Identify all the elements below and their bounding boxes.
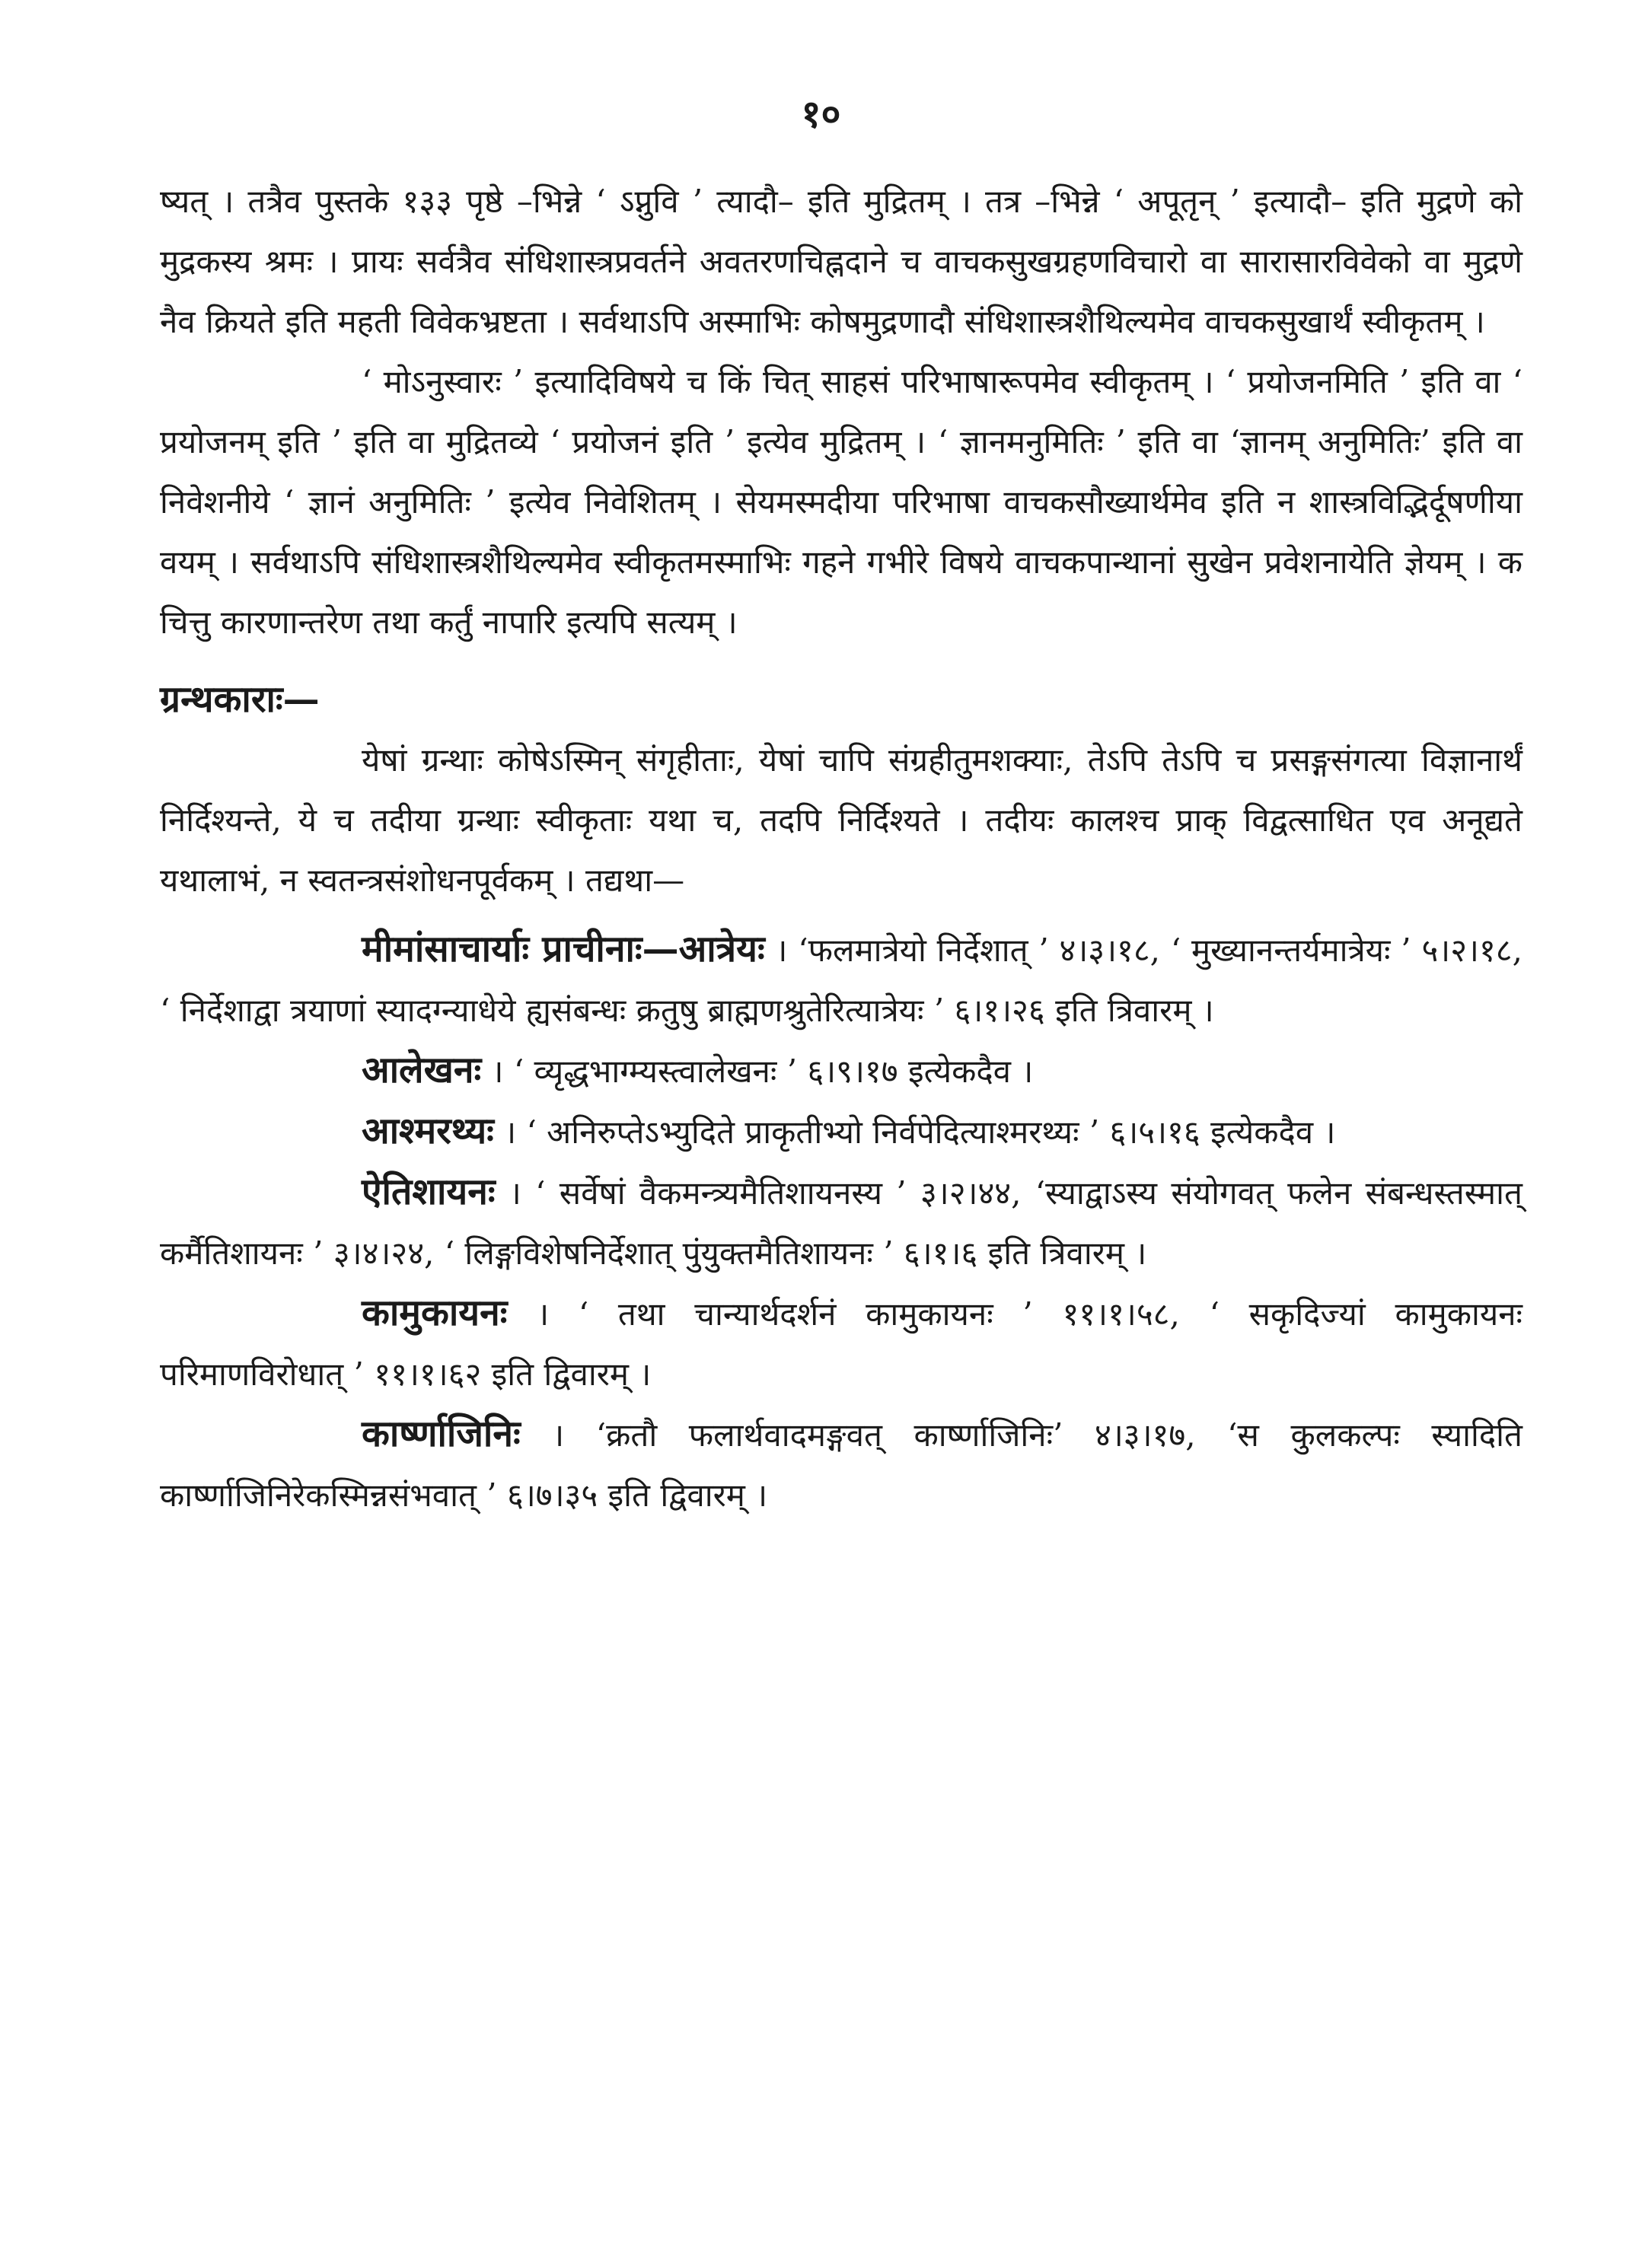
entry-name: मीमांसाचार्याः प्राचीनाः—आत्रेयः [362, 928, 765, 970]
entry-karshnajini [160, 1404, 1522, 1525]
entry-text: । ‘क्रतौ फलार्थवादमङ्गवत् कार्ष्णाजिनिः’ ४।३।१७, ‘स कुलकल्पः स्यादिति कार्ष्णाजिनिरेकस्मिन्नसंभवात् ’ ६।७।३५ इति द्विवारम् । [160, 1416, 1522, 1514]
spacer [160, 910, 1522, 919]
entry-text: । ‘फलमात्रेयो निर्देशात् ’ ४।३।१८, ‘ मुख्यानन्तर्यमात्रेयः ’ ५।२।१८, ‘ निर्देशाद्वा त्रयाणां स्यादग्न्याधेये ह्यसंबन्धः क्रतुषु ब्राह्मणश्रुतेरित्यात्रेयः ’ ६।१।२६ इति त्रिवारम् । [160, 932, 1522, 1029]
entry-text: । ‘ व्यृद्धभाग्म्यस्त्वालेखनः ’ ६।९।१७ इत्येकदैव । [481, 1053, 1034, 1090]
entry-atreya [160, 919, 1522, 1040]
entry-name: आश्मरथ्यः [362, 1110, 494, 1152]
entry-name: आलेखनः [362, 1049, 482, 1091]
paragraph-1: ष्यत् । तत्रैव पुस्तके १३३ पृष्ठे –भिन्ने ‘ ऽप्नुवि ’ त्यादौ– इति मुद्रितम् । तत्र –भिन्ने ‘ अपूतृन् ’ इत्यादौ– इति मुद्रणे को मुद्रकस्य श्रमः । प्रायः सर्वत्रैव संधिशास्त्रप्रवर्तने अवतरणचिह्नदाने च वाचकसुखग्रहणविचारो वा सारासारविवेको वा मुद्रणे नैव क्रियते इति महती विवेकभ्रष्टता । सर्वथाऽपि अस्माभिः कोषमुद्रणादौ संधिशास्त्रशैथिल्यमेव वाचकसुखार्थं स्वीकृतम् । [160, 183, 1522, 340]
page-content [160, 171, 1522, 1525]
entry-ashmarathya [160, 1101, 1522, 1162]
section-intro: येषां ग्रन्थाः कोषेऽस्मिन् संगृहीताः, येषां चापि संग्रहीतुमशक्याः, तेऽपि तेऽपि च प्रसङ्गसंगत्या विज्ञानार्थं निर्दिश्यन्ते, ये च तदीया ग्रन्थाः स्वीकृताः यथा च, तदपि निर्दिश्यते । तदीयः कालश्च प्राक् विद्वत्साधित एव अनूद्यते यथालाभं, न स्वतन्त्रसंशोधनपूर्वकम् । तद्यथा— [160, 741, 1522, 899]
paragraph-2: ‘ मोऽनुस्वारः ’ इत्यादिविषये च किं चित् साहसं परिभाषारूपमेव स्वीकृतम् । ‘ प्रयोजनमिति ’ इति वा ‘ प्रयोजनम् इति ’ इति वा मुद्रितव्ये ‘ प्रयोजनं इति ’ इत्येव मुद्रितम् । ‘ ज्ञानमनुमितिः ’ इति वा ‘ज्ञानम् अनुमितिः’ इति वा निवेशनीये ‘ ज्ञानं अनुमितिः ’ इत्येव निवेशितम् । सेयमस्मदीया परिभाषा वाचकसौख्यार्थमेव इति न शास्त्रविद्भिर्दूषणीया वयम् । सर्वथाऽपि संधिशास्त्रशैथिल्यमेव स्वीकृतमस्माभिः गहने गभीरे विषये वाचकपान्थानां सुखेन प्रवेशनायेति ज्ञेयम् । क चित्तु कारणान्तरेण तथा कर्तुं नापारि इत्यपि सत्यम् । [160, 363, 1522, 641]
entry-alekhana [160, 1040, 1522, 1101]
entry-name: ऐतिशायनः [362, 1171, 496, 1213]
entry-name: कार्ष्णाजिनिः [362, 1413, 521, 1455]
page-number: १० [801, 91, 841, 136]
entry-text: । ‘ अनिरुप्तेऽभ्युदिते प्राकृतीभ्यो निर्वपेदित्याश्मरथ्यः ’ ६।५।१६ इत्येकदैव । [493, 1113, 1336, 1151]
section-heading: ग्रन्थकाराः— [160, 678, 320, 721]
entry-name: कामुकायनः [362, 1292, 508, 1334]
entry-text: । ‘ सर्वेषां वैकमन्त्र्यमैतिशायनस्य ’ ३।२।४४, ‘स्याद्वाऽस्य संयोगवत् फलेन संबन्धस्तस्मात् कर्मैतिशायनः ’ ३।४।२४, ‘ लिङ्गविशेषनिर्देशात् पुंयुक्तमैतिशायनः ’ ६।१।६ इति त्रिवारम् । [160, 1174, 1522, 1272]
entry-aitishayana [160, 1162, 1522, 1283]
entry-text: । ‘ तथा चान्यार्थदर्शनं कामुकायनः ’ ११।१।५८, ‘ सकृदिज्यां कामुकायनः परिमाणविरोधात् ’ ११।१।६२ इति द्विवारम् । [160, 1295, 1522, 1393]
entry-kamukayana [160, 1283, 1522, 1404]
